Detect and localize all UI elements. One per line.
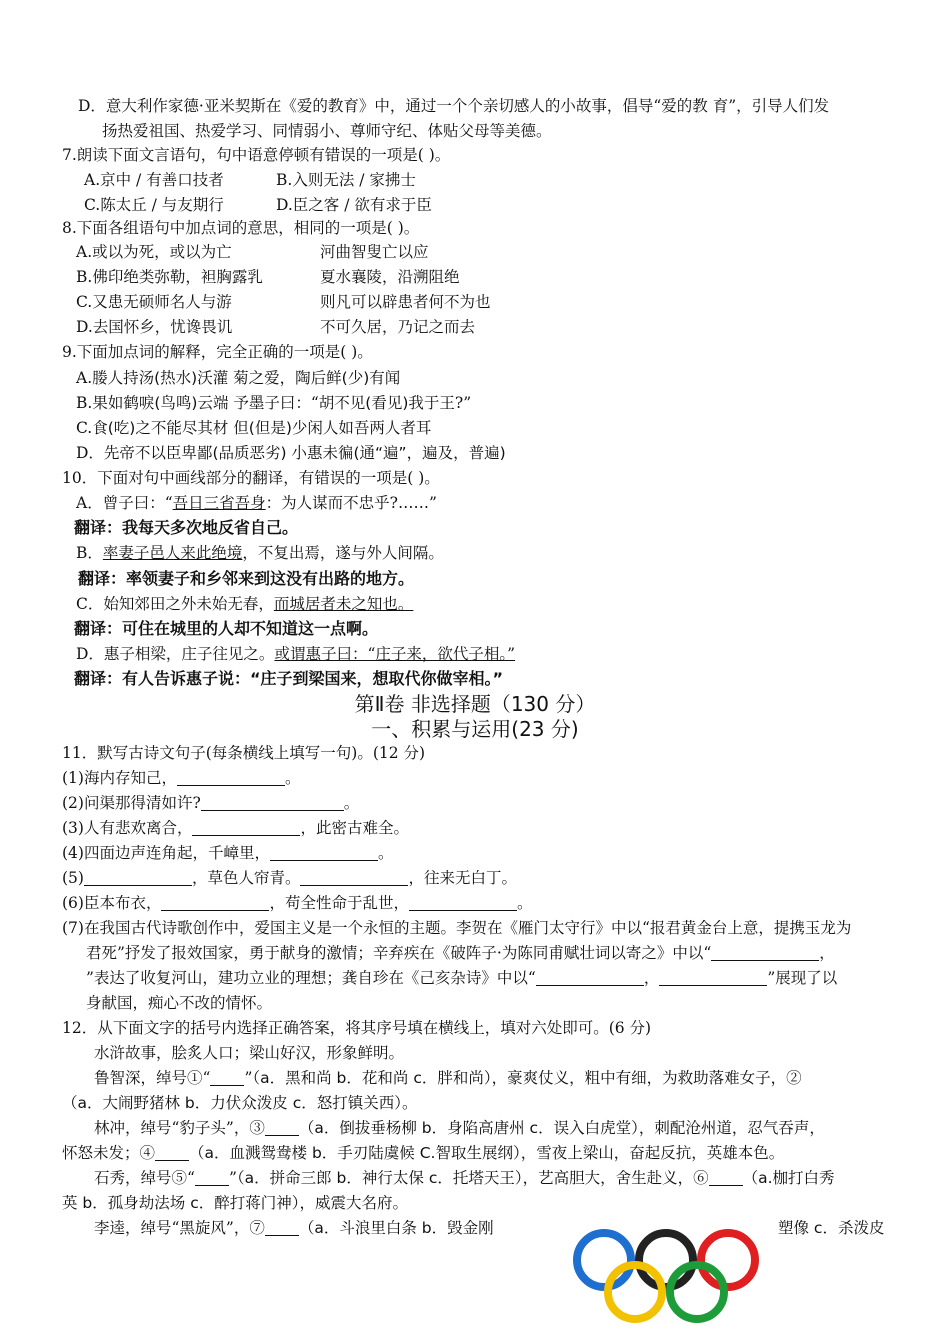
ring-yellow bbox=[608, 1265, 662, 1319]
q11-5-mid: ，草色人帘青。 bbox=[191, 869, 301, 887]
q12-p2-options: （a．大闹野猪林 b．力伏众泼皮 c．怒打镇关西） bbox=[62, 1094, 402, 1112]
q10-b-translation: 翻译：率领妻子和乡邻来到这没有出路的地方。 bbox=[78, 569, 415, 588]
q12-p7-text: 李逵，绰号“黑旋风”，⑦ bbox=[94, 1219, 265, 1237]
q7-option-a: A.京中 / 有善口技者 bbox=[84, 171, 224, 189]
ring-red bbox=[701, 1233, 755, 1287]
q10-d-translation: 翻译：有人告诉惠子说：“庄子到梁国来，想取代你做宰相。” bbox=[74, 669, 504, 688]
q11-7-sep: ， bbox=[819, 944, 835, 962]
q10-d-text: D．惠子相梁，庄子往见之。 bbox=[76, 645, 275, 663]
q11-7-text3: ”展现了以 bbox=[767, 969, 838, 987]
q12-p1-text2: ，豪爽仗义，粗中有细，为救助落难女子，② bbox=[491, 1069, 802, 1087]
olympic-rings-image bbox=[572, 1222, 760, 1332]
q12-para-2-cont bbox=[62, 1141, 784, 1165]
q12-p5-text: 石秀，绰号⑤“ bbox=[94, 1169, 195, 1187]
ring-blue bbox=[577, 1233, 631, 1287]
q10-option-b bbox=[76, 541, 444, 565]
q12-blank-6[interactable] bbox=[709, 1168, 743, 1186]
q9-option-d bbox=[76, 441, 506, 465]
q11-item-2 bbox=[62, 791, 359, 815]
q9-c-text: C.食 bbox=[76, 419, 108, 437]
q9-option-a bbox=[76, 366, 400, 390]
q11-5-end: ，往来无白丁。 bbox=[408, 869, 517, 887]
q12-blank-1[interactable] bbox=[210, 1068, 244, 1086]
q11-5-text: (5) bbox=[62, 869, 84, 887]
q8-c-left: C.又患无硕师名人与游 bbox=[76, 293, 232, 311]
q9-c-gloss: (吃) bbox=[107, 419, 136, 437]
q7-option-c: C.陈太丘 / 与友期行 bbox=[84, 196, 224, 214]
q8-stem: 8.下面各组语句中加点词的意思，相同的一项是( )。 bbox=[62, 219, 420, 237]
q9-option-c bbox=[76, 416, 431, 440]
part-heading: 一、积累与运用(23 分) bbox=[371, 717, 579, 741]
q7-option-d: D.臣之客 / 欲有求于臣 bbox=[276, 196, 432, 214]
q10-c-text: C．始知郊田之外未始无春， bbox=[76, 595, 274, 613]
q11-2-blank[interactable] bbox=[201, 793, 344, 811]
q9-option-b bbox=[76, 391, 471, 415]
q11-6-blank-1[interactable] bbox=[161, 893, 269, 911]
q11-7-blank-1[interactable] bbox=[711, 943, 819, 961]
q12-para-1 bbox=[94, 1066, 802, 1090]
q7-stem: 7.朗读下面文言语句，句中语意停顿有错误的一项是( )。 bbox=[62, 146, 451, 164]
option-d-line1: D．意大利作家德·亚米契斯在《爱的教育》中，通过一个个亲切感人的小故事，倡导“爱的教 育”，引导人们发 bbox=[78, 97, 830, 115]
q11-2-end: 。 bbox=[343, 794, 360, 812]
q10-a-translation: 翻译：我每天多次地反省自己。 bbox=[74, 518, 299, 537]
q12-blank-3[interactable] bbox=[265, 1118, 299, 1136]
q11-1-end: 。 bbox=[284, 769, 301, 787]
q11-item-7-line1: (7)在我国古代诗歌创作中，爱国主义是一个永恒的主题。李贺在《雁门太守行》中以“报君黄金台上意，提携玉龙为 bbox=[62, 919, 852, 937]
q9-a-gloss: (热水) bbox=[154, 369, 198, 387]
q9-b-gloss2: (看见) bbox=[365, 394, 409, 412]
q11-item-6 bbox=[62, 891, 533, 915]
q9-c-text3: 少闲人如吾两人者耳 bbox=[291, 419, 432, 437]
q11-6-blank-2[interactable] bbox=[409, 893, 517, 911]
q10-a-underlined: 吾日三省吾身 bbox=[172, 494, 266, 512]
q11-1-blank[interactable] bbox=[177, 768, 285, 786]
q12-para-4 bbox=[94, 1216, 494, 1240]
q12-para-1-cont bbox=[62, 1091, 417, 1115]
q11-4-end: 。 bbox=[377, 844, 394, 862]
option-d-line2: 扬热爱祖国、热爱学习、同情弱小、尊师守纪、体贴父母等美德。 bbox=[102, 122, 552, 140]
q8-d-left: D.去国怀乡，忧谗畏讥 bbox=[76, 318, 233, 336]
q12-p1-options: （a．黑和尚 b．花和尚 c．胖和尚） bbox=[252, 1069, 492, 1087]
q9-d-text2: 小惠未徧 bbox=[286, 444, 354, 462]
q12-p5-options: （a．拼命三郎 b．神行太保 c．托塔天王） bbox=[236, 1169, 523, 1187]
q10-b-text: B． bbox=[76, 544, 103, 562]
q8-b-left: B.佛印绝类弥勒，袒胸露乳 bbox=[76, 268, 263, 286]
q10-option-c bbox=[76, 592, 413, 616]
q9-a-text2: 沃灌 菊之爱，陶后鲜 bbox=[197, 369, 342, 387]
q9-b-text: B.果如鹤唳 bbox=[76, 394, 155, 412]
ring-black bbox=[639, 1233, 693, 1287]
q9-stem: 9.下面加点词的解释，完全正确的一项是( )。 bbox=[62, 343, 373, 361]
q12-p4-text2: ，雪夜上梁山，奋起反抗，英雄本色。 bbox=[520, 1144, 785, 1162]
q7-option-b: B.入则无法 / 家拂士 bbox=[276, 171, 416, 189]
q11-7-blank-3[interactable] bbox=[659, 968, 767, 986]
q8-d-right: 不可久居，乃记之而去 bbox=[320, 318, 476, 336]
q9-d-gloss2: (通“遍”，遍及，普遍) bbox=[353, 444, 506, 462]
q12-p1-quote: ” bbox=[244, 1069, 253, 1087]
q11-item-7-line3 bbox=[86, 966, 837, 990]
q12-para-3-cont bbox=[62, 1191, 408, 1215]
q8-a-right: 河曲智叟亡以应 bbox=[320, 243, 429, 261]
q11-4-text: (4)四面边声连角起，千嶂里， bbox=[62, 844, 270, 862]
q11-item-5 bbox=[62, 866, 517, 890]
q9-c-text2: 之不能尽其材 但 bbox=[135, 419, 249, 437]
q11-3-end: ，此密古难全。 bbox=[300, 819, 409, 837]
q8-b-right: 夏水襄陵，沿溯阻绝 bbox=[320, 268, 460, 286]
q10-a-text: A．曾子曰：“ bbox=[76, 494, 173, 512]
q12-para-2 bbox=[94, 1116, 825, 1140]
q9-d-text: D．先帝不以臣卑鄙 bbox=[76, 444, 213, 462]
q9-d-gloss: (品质恶劣) bbox=[212, 444, 287, 462]
q12-intro: 水浒故事，脍炙人口；梁山好汉，形象鲜明。 bbox=[94, 1044, 405, 1062]
q11-4-blank[interactable] bbox=[270, 843, 378, 861]
q12-p4-options: （a．血溅鸳鸯楼 b．手刃陆虞候 C.智取生展纲） bbox=[189, 1144, 521, 1162]
q10-option-a bbox=[76, 491, 437, 515]
q11-7-sep2: ， bbox=[643, 969, 660, 987]
q12-para-4-tail: 塑像 c．杀泼皮 bbox=[778, 1219, 885, 1237]
q9-b-gloss: (鸟鸣) bbox=[154, 394, 198, 412]
q12-p5-quote: ” bbox=[228, 1169, 237, 1187]
q12-p3-text: 林冲，绰号“豹子头”，③ bbox=[94, 1119, 265, 1137]
q11-item-4 bbox=[62, 841, 393, 865]
q12-p6-options: 英 b．孤身劫法场 c．醉打蒋门神） bbox=[62, 1194, 300, 1212]
q10-option-d bbox=[76, 642, 515, 666]
q12-p5-options2: （a.枷打白秀 bbox=[742, 1169, 835, 1187]
q12-blank-4[interactable] bbox=[155, 1143, 189, 1161]
q11-6-mid: ，苟全性命于乱世， bbox=[269, 894, 409, 912]
q8-c-right: 则凡可以辟患者何不为也 bbox=[320, 293, 491, 311]
q12-p7-options: （a．斗浪里白条 b．毁金刚 bbox=[298, 1219, 494, 1237]
q11-3-text: (3)人有悲欢离合， bbox=[62, 819, 193, 837]
q12-stem: 12．从下面文字的括号内选择正确答案，将其序号填在横线上，填对六处即可。(6 分) bbox=[62, 1019, 652, 1037]
q11-3-blank[interactable] bbox=[192, 818, 300, 836]
q10-b-underlined: 率妻子邑人来此绝境 bbox=[102, 544, 243, 562]
q12-p1-text: 鲁智深，绰号①“ bbox=[94, 1069, 211, 1087]
q11-2-text: (2)问渠那得清如许? bbox=[62, 794, 201, 812]
volume-heading: 第Ⅱ卷 非选择题（130 分） bbox=[354, 692, 596, 716]
q11-stem: 11．默写古诗文句子(每条横线上填写一句)。(12 分) bbox=[62, 744, 426, 762]
ring-green bbox=[670, 1265, 724, 1319]
q9-b-text2: 云端 予墨子曰：“胡不见 bbox=[197, 394, 366, 412]
q12-p4-text: 怀怒未发；④ bbox=[62, 1144, 156, 1162]
q10-stem: 10．下面对句中画线部分的翻译，有错误的一项是( )。 bbox=[62, 469, 440, 487]
q9-a-text3: 有闻 bbox=[369, 369, 401, 387]
q11-item-3 bbox=[62, 816, 409, 840]
q12-p6-end: ，威震大名府。 bbox=[299, 1194, 408, 1212]
q12-blank-5[interactable] bbox=[195, 1168, 229, 1186]
q11-7-text: 君死”抒发了报效国家，勇于献身的激情；辛弃疾在《破阵子·为陈同甫赋壮词以寄之》中以“ bbox=[86, 944, 712, 962]
q9-a-text: A.媵人持汤 bbox=[76, 369, 155, 387]
q9-a-gloss2: (少) bbox=[341, 369, 370, 387]
q11-5-blank-2[interactable] bbox=[300, 868, 408, 886]
q10-c-underlined: 而城居者未之知也。 bbox=[273, 595, 414, 613]
q11-7-text2: ”表达了收复河山，建功立业的理想；龚自珍在《己亥杂诗》中以“ bbox=[86, 969, 536, 987]
q11-item-7-line2 bbox=[86, 941, 835, 965]
q11-item-1 bbox=[62, 766, 300, 790]
q11-1-text: (1)海内存知己， bbox=[62, 769, 177, 787]
q10-a-text2: ：为人谋而不忠乎?……” bbox=[265, 494, 437, 512]
q12-blank-7[interactable] bbox=[265, 1218, 299, 1236]
q9-c-gloss2: (但是) bbox=[248, 419, 292, 437]
q12-p3-text2: ，刺配沧州道，忍气吞声， bbox=[638, 1119, 825, 1137]
q11-6-text: (6)臣本布衣， bbox=[62, 894, 162, 912]
q8-a-left: A.或以为死，或以为亡 bbox=[76, 243, 232, 261]
q12-p5-text2: ，艺高胆大，舍生赴义，⑥ bbox=[522, 1169, 709, 1187]
q12-p3-options: （a．倒拔垂杨柳 b．身陷高唐州 c．误入白虎堂） bbox=[298, 1119, 639, 1137]
q11-5-blank-1[interactable] bbox=[84, 868, 192, 886]
q11-7-blank-2[interactable] bbox=[536, 968, 644, 986]
q11-6-end: 。 bbox=[516, 894, 533, 912]
q9-b-text3: 我于王?” bbox=[408, 394, 472, 412]
q10-c-translation: 翻译：可住在城里的人却不知道这一点啊。 bbox=[74, 619, 379, 638]
q12-p2-end: 。 bbox=[401, 1094, 418, 1112]
q10-d-underlined: 或谓惠子曰：“庄子来，欲代子相。” bbox=[274, 645, 516, 663]
q10-b-text2: ，不复出焉，遂与外人间隔。 bbox=[242, 544, 444, 562]
q11-item-7-line4: 身献国，痴心不改的情怀。 bbox=[86, 994, 273, 1012]
q12-para-3 bbox=[94, 1166, 835, 1190]
